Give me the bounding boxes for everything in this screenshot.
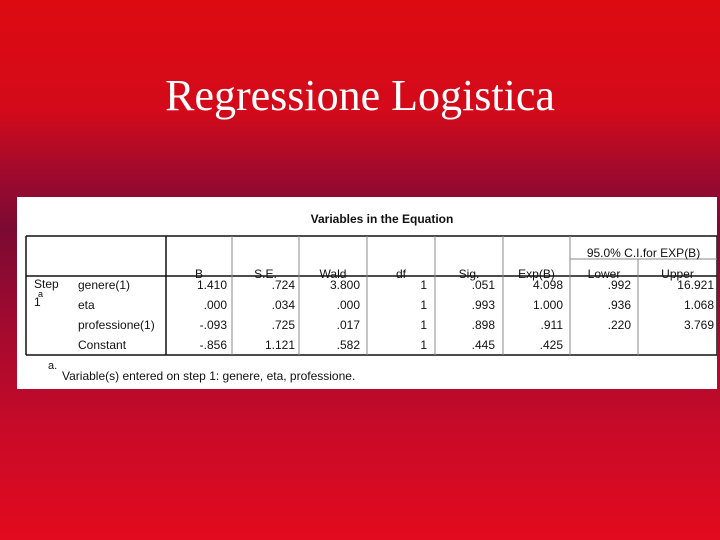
cell-sig: .993 bbox=[471, 298, 495, 312]
cell-b: .000 bbox=[203, 298, 227, 312]
cell-b: 1.410 bbox=[196, 278, 227, 292]
footnote-text: Variable(s) entered on step 1: genere, eta, professione. bbox=[62, 369, 356, 383]
table-title: Variables in the Equation bbox=[310, 212, 454, 226]
cell-df: 1 bbox=[420, 338, 427, 352]
col-header-sig: Sig. bbox=[458, 267, 480, 281]
cell-b: -.093 bbox=[199, 318, 227, 332]
cell-lower: .992 bbox=[607, 278, 631, 292]
row-variable: eta bbox=[78, 298, 95, 312]
cell-sig: .051 bbox=[471, 278, 495, 292]
cell-df: 1 bbox=[420, 318, 427, 332]
cell-df: 1 bbox=[420, 278, 427, 292]
cell-upper: 1.068 bbox=[683, 298, 714, 312]
footnote-marker: a. bbox=[48, 360, 58, 372]
cell-wald: .000 bbox=[336, 298, 360, 312]
cell-lower: .220 bbox=[607, 318, 631, 332]
cell-lower: .936 bbox=[607, 298, 631, 312]
row-variable: genere(1) bbox=[78, 278, 131, 292]
cell-se: 1.121 bbox=[264, 338, 295, 352]
step-superscript: a bbox=[38, 289, 44, 299]
cell-expb: .425 bbox=[539, 338, 563, 352]
cell-upper: 3.769 bbox=[683, 318, 714, 332]
cell-df: 1 bbox=[420, 298, 427, 312]
cell-b: -.856 bbox=[199, 338, 227, 352]
cell-upper: 16.921 bbox=[677, 278, 714, 292]
cell-expb: 1.000 bbox=[532, 298, 563, 312]
step-number: 1 bbox=[34, 295, 41, 309]
step-label: Step bbox=[34, 277, 59, 291]
col-header-b: B bbox=[194, 267, 203, 281]
row-variable: professione(1) bbox=[78, 318, 155, 332]
cell-se: .725 bbox=[271, 318, 295, 332]
cell-expb: 4.098 bbox=[532, 278, 563, 292]
cell-expb: .911 bbox=[540, 318, 563, 332]
table-grid bbox=[17, 197, 717, 389]
cell-se: .724 bbox=[271, 278, 295, 292]
row-variable: Constant bbox=[78, 338, 127, 352]
cell-wald: .017 bbox=[336, 318, 360, 332]
slide-title: Regressione Logistica bbox=[165, 71, 555, 120]
col-header-upper: Upper bbox=[661, 267, 694, 281]
cell-se: .034 bbox=[271, 298, 295, 312]
output-table-panel bbox=[17, 197, 717, 389]
cell-sig: .898 bbox=[471, 318, 495, 332]
cell-sig: .445 bbox=[471, 338, 495, 352]
ci-header: 95.0% C.I.for EXP(B) bbox=[586, 246, 701, 260]
col-header-lower: Lower bbox=[587, 267, 621, 281]
col-header-expb: Exp(B) bbox=[518, 267, 555, 281]
cell-wald: .582 bbox=[336, 338, 360, 352]
col-header-wald: Wald bbox=[319, 267, 347, 281]
col-header-df: df bbox=[395, 267, 406, 281]
col-header-se: S.E. bbox=[254, 267, 277, 281]
cell-wald: 3.800 bbox=[329, 278, 360, 292]
